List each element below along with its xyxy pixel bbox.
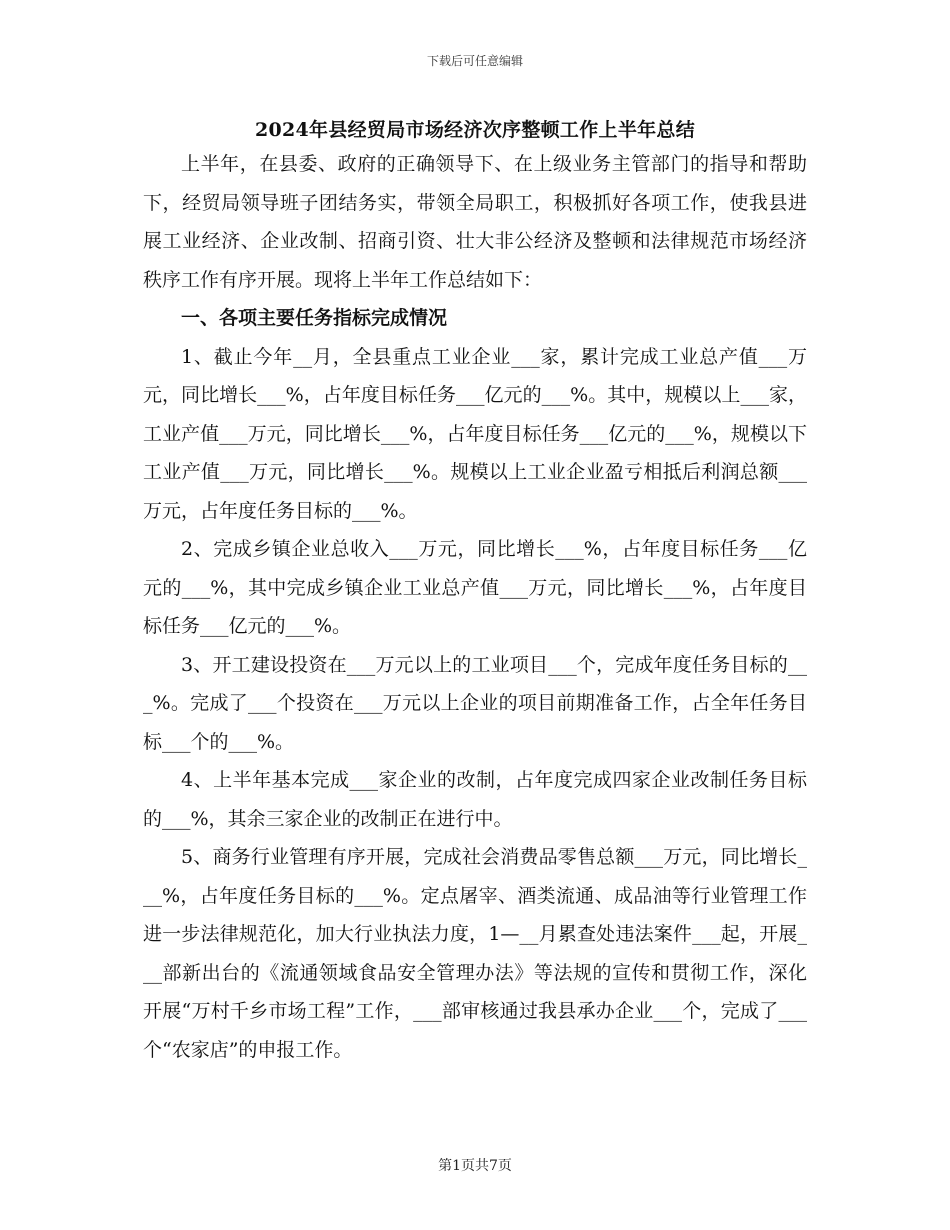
document-body	[143, 145, 807, 1069]
page-header-note: 下载后可任意编辑	[426, 54, 523, 68]
list-item: 3、开工建设投资在___万元以上的工业项目___个，完成年度任务目标的___%。完成了___个投资在___万元以上企业的项目前期准备工作，占全年任务目标___个的___%。	[143, 653, 807, 753]
list-item: 5、商务行业管理有序开展，完成社会消费品零售总额___万元，同比增长___%，占年度任务目标的___%。定点屠宰、酒类流通、成品油等行业管理工作进一步法律规范化，加大行业执法力度，1—__月累查处违法案件___起，开展___部新出台的《流通领域食品安全管理办法》等法规的宣传和贯彻工作，深化开展“万村千乡市场工程”工作，___部审核通过我县承办企业___个，完成了___个“农家店”的申报工作。	[143, 846, 807, 1061]
list-item: 4、上半年基本完成___家企业的改制，占年度完成四家企业改制任务目标的___%，其余三家企业的改制正在进行中。	[143, 769, 807, 830]
list-item: 1、截止今年__月，全县重点工业企业___家，累计完成工业总产值___万元，同比增长___%，占年度目标任务___亿元的___%。其中，规模以上___家，工业产值___万元，同比增长___%，占年度目标任务___亿元的___%，规模以下工业产值___万元，同比增长___%。规模以上工业企业盈亏相抵后利润总额___万元，占年度任务目标的___%。	[143, 345, 807, 522]
section-heading: 一、各项主要任务指标完成情况	[181, 307, 448, 329]
page-indicator: 第1页共7页	[438, 1158, 512, 1174]
intro-paragraph: 上半年，在县委、政府的正确领导下、在上级业务主管部门的指导和帮助下，经贸局领导班子团结务实，带领全局职工，积极抓好各项工作，使我县进展工业经济、企业改制、招商引资、壮大非公经济及整顿和法律规范市场经济秩序工作有序开展。现将上半年工作总结如下：	[143, 153, 807, 291]
list-item: 2、完成乡镇企业总收入___万元，同比增长___%，占年度目标任务___亿元的___%，其中完成乡镇企业工业总产值___万元，同比增长___%，占年度目标任务___亿元的___%。	[143, 538, 807, 637]
document-title: 2024年县经贸局市场经济次序整顿工作上半年总结	[254, 119, 696, 141]
